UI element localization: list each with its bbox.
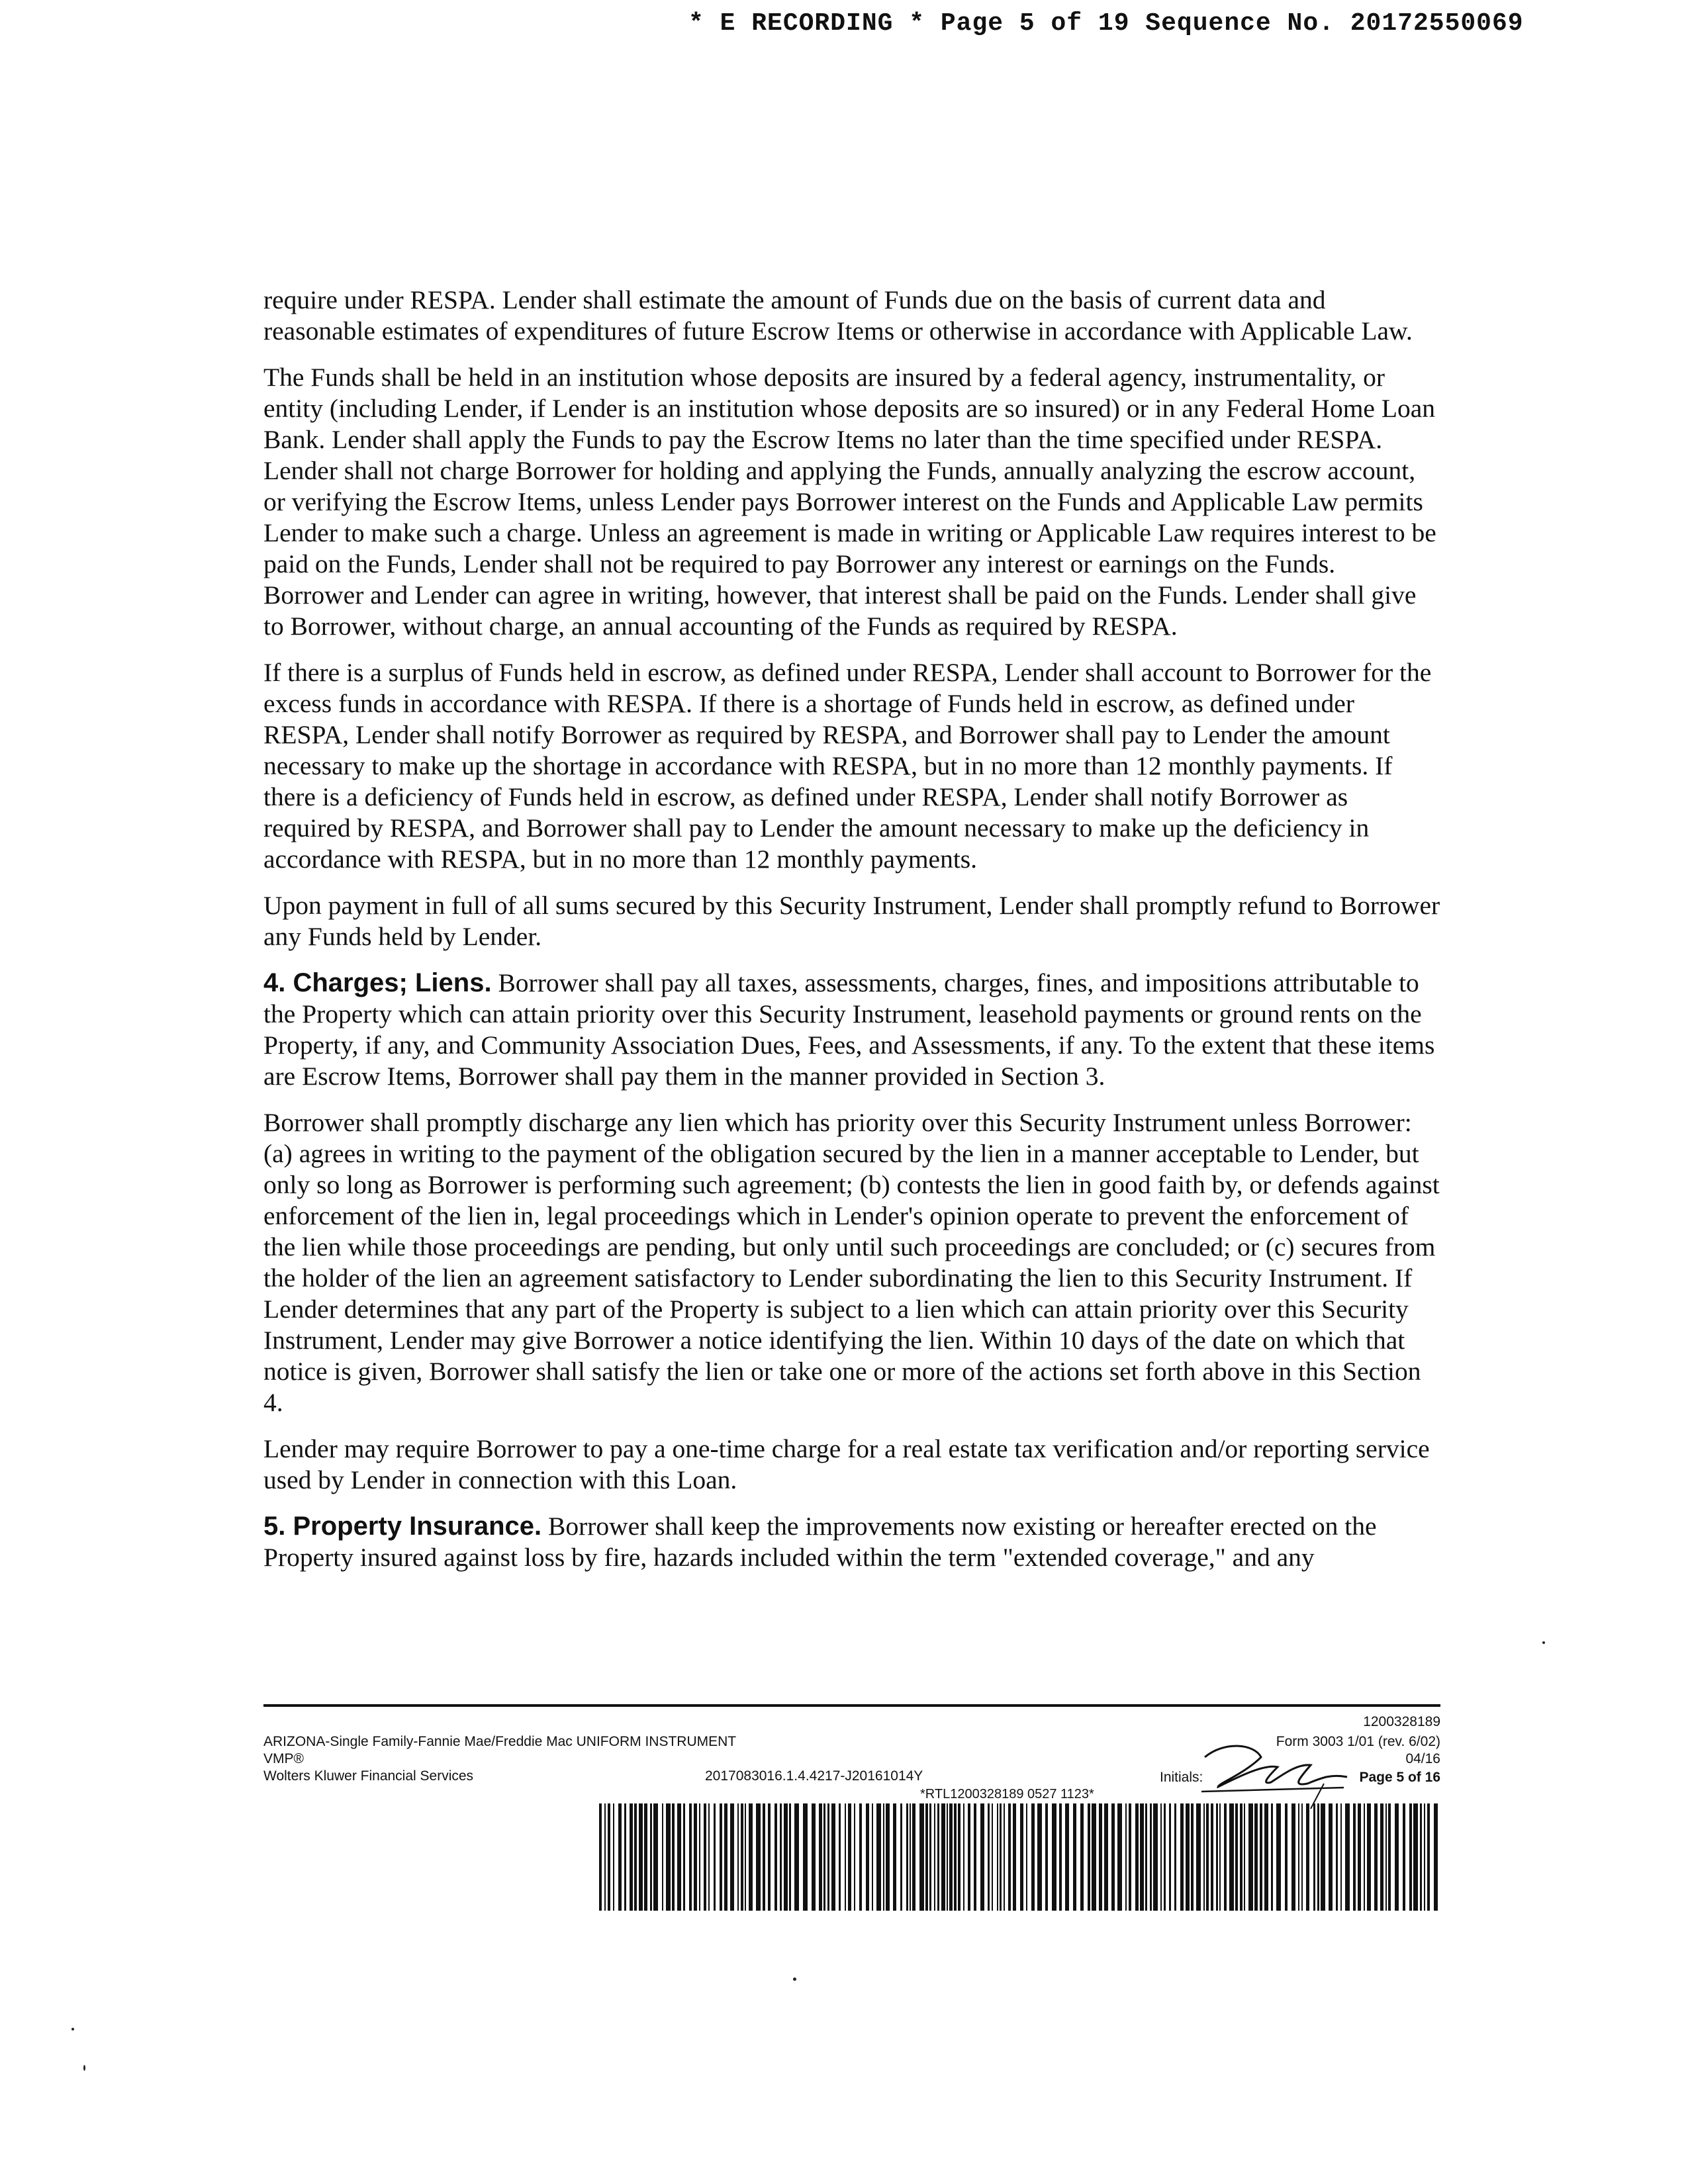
barcode-bar	[1374, 1803, 1378, 1911]
barcode-bar	[831, 1803, 835, 1911]
barcode-bar	[714, 1803, 716, 1911]
barcode-bar	[784, 1803, 788, 1911]
barcode-bar	[949, 1803, 953, 1911]
document-id: 2017083016.1.4.4217-J20161014Y	[705, 1768, 923, 1784]
section-text: Borrower shall keep the improvements now existing or hereafter erected on the Property insured against loss by fire, hazards included within the term "extended coverage," and any	[263, 1512, 1377, 1572]
barcode-bar	[1340, 1803, 1342, 1911]
barcode-bar	[925, 1803, 928, 1911]
barcode-bar	[1088, 1803, 1090, 1911]
document-body	[263, 285, 1440, 1588]
barcode-bar	[1013, 1803, 1016, 1911]
barcode-bar	[730, 1803, 734, 1911]
barcode-bar	[1240, 1803, 1243, 1911]
barcode-bar	[1135, 1803, 1139, 1911]
barcode-bar	[803, 1803, 808, 1911]
barcode-bar	[1111, 1803, 1115, 1911]
barcode-bar	[737, 1803, 739, 1911]
barcode-bar	[1169, 1803, 1171, 1911]
barcode-bar	[1203, 1803, 1205, 1911]
barcode-bar	[1008, 1803, 1011, 1911]
barcode-bar	[672, 1803, 675, 1911]
barcode-bar	[1211, 1803, 1213, 1911]
barcode-bar	[1298, 1803, 1299, 1911]
barcode-bar	[1395, 1803, 1399, 1911]
barcode-bar	[604, 1803, 606, 1911]
barcode-bar	[1254, 1803, 1258, 1911]
barcode-bar	[1129, 1803, 1131, 1911]
barcode-bar	[780, 1803, 782, 1911]
section-4	[263, 968, 1440, 1092]
barcode-bar	[1164, 1803, 1166, 1911]
barcode-bar	[749, 1803, 753, 1911]
barcode-bar	[1104, 1803, 1108, 1911]
paragraph: Upon payment in full of all sums secured by this Security Instrument, Lender shall promptly refund to Borrower any Funds held by Lender.	[263, 891, 1440, 951]
footer-divider	[263, 1704, 1440, 1707]
barcode-bar	[910, 1803, 911, 1911]
barcode-bar	[1037, 1803, 1042, 1911]
barcode-bar	[1388, 1803, 1391, 1911]
barcode-bar	[677, 1803, 681, 1911]
barcode-bar	[1229, 1803, 1234, 1911]
section-text: Borrower shall pay all taxes, assessments, charges, fines, and impositions attributable to the Property which can attain priority over this Security Instrument, leasehold payments or ground rents on the Property, if any, and Community Association Dues, Fees, and Assessments, if any. To the extent that these items are Escrow Items, Borrower shall pay them in the manner provided in Section 3.	[263, 968, 1435, 1091]
barcode-bar	[1153, 1803, 1158, 1911]
barcode-bar	[1306, 1803, 1309, 1911]
barcode-bar	[708, 1803, 710, 1911]
barcode-bar	[1125, 1803, 1127, 1911]
barcode-bar	[1313, 1803, 1315, 1911]
initials-label: Initials:	[1160, 1770, 1203, 1785]
barcode-bar	[1276, 1803, 1281, 1911]
barcode-bar	[644, 1803, 647, 1911]
barcode-bar	[1150, 1803, 1152, 1911]
barcode-bar	[1260, 1803, 1262, 1911]
barcode-bar	[1059, 1803, 1062, 1911]
barcode-bar	[958, 1803, 961, 1911]
loan-number: 1200328189	[1363, 1714, 1440, 1729]
scan-speck	[1542, 1641, 1545, 1644]
paragraph: Lender may require Borrower to pay a one-time charge for a real estate tax verification and/or reporting service used by Lender in connection with this Loan.	[263, 1434, 1430, 1494]
barcode-bar	[1186, 1803, 1190, 1911]
barcode-bar	[980, 1803, 984, 1911]
barcode-bar	[1409, 1803, 1412, 1911]
barcode-bar	[666, 1803, 671, 1911]
barcode-bar	[630, 1803, 633, 1911]
barcode-bar	[608, 1803, 610, 1911]
barcode-bar	[756, 1803, 761, 1911]
barcode-bar	[1403, 1803, 1405, 1911]
barcode-bar	[774, 1803, 777, 1911]
barcode-bar	[1052, 1803, 1056, 1911]
barcode-bar	[912, 1803, 915, 1911]
barcode-bar	[839, 1803, 841, 1911]
barcode-bar	[662, 1803, 663, 1911]
barcode-bar	[1216, 1803, 1218, 1911]
barcode-bar	[1196, 1803, 1201, 1911]
barcode-bar	[1099, 1803, 1102, 1911]
barcode-bar	[745, 1803, 746, 1911]
barcode-bar	[1031, 1803, 1035, 1911]
barcode-bar	[789, 1803, 791, 1911]
barcode-bar	[1235, 1803, 1238, 1911]
barcode-bar	[859, 1803, 862, 1911]
barcode-bar	[1317, 1803, 1319, 1911]
barcode-bar	[1026, 1803, 1027, 1911]
barcode-bar	[1301, 1803, 1303, 1911]
barcode-bar	[1291, 1803, 1295, 1911]
form-number: Form 3003 1/01 (rev. 6/02)	[1276, 1734, 1440, 1749]
barcode-bar	[997, 1803, 998, 1911]
barcode-bar	[1004, 1803, 1005, 1911]
barcode-bar	[929, 1803, 931, 1911]
section-5	[263, 1511, 1440, 1573]
barcode-bar	[845, 1803, 846, 1911]
barcode-bar	[1353, 1803, 1356, 1911]
barcode-bar	[1424, 1803, 1425, 1911]
barcode-bar	[1413, 1803, 1418, 1911]
section-heading: 4. Charges; Liens.	[263, 968, 492, 997]
barcode-bar	[599, 1803, 602, 1911]
barcode-bar	[1434, 1803, 1438, 1911]
barcode-bar	[974, 1803, 976, 1911]
barcode-bar	[992, 1803, 993, 1911]
barcode-bar	[1174, 1803, 1176, 1911]
barcode-bar	[689, 1803, 692, 1911]
scan-speck	[71, 2028, 74, 2030]
barcode-bar	[988, 1803, 990, 1911]
barcode	[599, 1803, 1440, 1911]
barcode-bar	[1117, 1803, 1122, 1911]
barcode-bar	[694, 1803, 697, 1911]
barcode-bar	[812, 1803, 816, 1911]
barcode-bar	[1271, 1803, 1273, 1911]
scan-speck	[83, 2065, 85, 2071]
barcode-bar	[794, 1803, 799, 1911]
barcode-bar	[1329, 1803, 1333, 1911]
paragraph: The Funds shall be held in an institution whose deposits are insured by a federal agency, instrumentality, or entity (including Lender, if Lender is an institution whose deposits are so insured) or in any Federal Home Loan Bank. Lender shall apply the Funds to pay the Escrow Items no later than the time specified under RESPA. Lender shall not charge Borrower for holding and applying the Funds, annually analyzing the escrow account, or verifying the Escrow Items, unless Lender pays Borrower interest on the Funds and Applicable Law permits Lender to make such a charge. Unless an agreement is made in writing or Applicable Law requires interest to be paid on the Funds, Lender shall not be required to pay Borrower any interest or earnings on the Funds. Borrower and Lender can agree in writing, however, that interest shall be paid on the Funds. Lender shall give to Borrower, without charge, an annual accounting of the Funds as required by RESPA.	[263, 363, 1436, 641]
barcode-bar	[724, 1803, 727, 1911]
vmp-mark: VMP®	[263, 1751, 304, 1766]
barcode-bar	[919, 1803, 924, 1911]
barcode-bar	[1364, 1803, 1365, 1911]
barcode-bar	[900, 1803, 902, 1911]
barcode-bar	[699, 1803, 700, 1911]
barcode-bar	[1020, 1803, 1023, 1911]
barcode-bar	[934, 1803, 935, 1911]
barcode-bar	[1080, 1803, 1084, 1911]
paragraph: If there is a surplus of Funds held in escrow, as defined under RESPA, Lender shall account to Borrower for the excess funds in accordance with RESPA. If there is a shortage of Funds held in escrow, as defined under RESPA, Lender shall notify Borrower as required by RESPA, and Borrower shall pay to Lender the amount necessary to make up the shortage in accordance with RESPA, but in no more than 12 monthly payments. If there is a deficiency of Funds held in escrow, as defined under RESPA, Lender shall notify Borrower as required by RESPA, and Borrower shall pay to Lender the amount necessary to make up the deficiency in accordance with RESPA, but in no more than 12 monthly payments.	[263, 658, 1432, 874]
barcode-bar	[1140, 1803, 1144, 1911]
barcode-bar	[968, 1803, 970, 1911]
barcode-bar	[624, 1803, 626, 1911]
scan-speck	[793, 1978, 796, 1981]
barcode-bar	[1367, 1803, 1371, 1911]
barcode-bar	[876, 1803, 881, 1911]
barcode-bar	[1345, 1803, 1350, 1911]
barcode-bar	[650, 1803, 652, 1911]
barcode-bar	[704, 1803, 706, 1911]
barcode-bar	[823, 1803, 825, 1911]
page-number: Page 5 of 16	[1359, 1770, 1440, 1785]
barcode-bar	[1160, 1803, 1162, 1911]
barcode-bar	[848, 1803, 851, 1911]
paragraph: require under RESPA. Lender shall estimate the amount of Funds due on the basis of current data and reasonable estimates of expenditures of future Escrow Items or otherwise in accordance with Applicable Law.	[263, 285, 1413, 345]
barcode-bar	[683, 1803, 685, 1911]
barcode-bar	[634, 1803, 637, 1911]
barcode-bar	[1000, 1803, 1002, 1911]
barcode-bar	[872, 1803, 873, 1911]
barcode-bar	[639, 1803, 643, 1911]
barcode-bar	[819, 1803, 822, 1911]
barcode-bar	[1420, 1803, 1422, 1911]
barcode-bar	[1180, 1803, 1184, 1911]
form-date: 04/16	[1405, 1751, 1440, 1766]
barcode-bar	[1336, 1803, 1338, 1911]
barcode-bar	[1224, 1803, 1227, 1911]
barcode-bar	[1427, 1803, 1430, 1911]
publisher: Wolters Kluwer Financial Services	[263, 1768, 474, 1784]
barcode-bar	[763, 1803, 765, 1911]
barcode-bar	[1065, 1803, 1069, 1911]
barcode-bar	[1092, 1803, 1096, 1911]
barcode-bar	[893, 1803, 896, 1911]
barcode-bar	[827, 1803, 829, 1911]
barcode-bar	[1045, 1803, 1048, 1911]
barcode-bar	[954, 1803, 957, 1911]
barcode-bar	[883, 1803, 884, 1911]
barcode-bar	[1244, 1803, 1245, 1911]
barcode-bar	[963, 1803, 964, 1911]
barcode-bar	[941, 1803, 945, 1911]
barcode-bar	[653, 1803, 658, 1911]
barcode-bar	[866, 1803, 869, 1911]
barcode-bar	[1358, 1803, 1361, 1911]
section-heading: 5. Property Insurance.	[263, 1512, 542, 1541]
barcode-bar	[937, 1803, 939, 1911]
barcode-bar	[1191, 1803, 1194, 1911]
barcode-bar	[768, 1803, 771, 1911]
barcode-bar	[720, 1803, 722, 1911]
barcode-bar	[1385, 1803, 1387, 1911]
barcode-bar	[1248, 1803, 1253, 1911]
barcode-bar	[1219, 1803, 1221, 1911]
paragraph: Borrower shall promptly discharge any lien which has priority over this Security Instrument unless Borrower: (a) agrees in writing to the payment of the obligation secured by the lien in a manner acceptable to Lender, but only so long as Borrower is performing such agreement; (b) contests the lien in good faith by, or defends against enforcement of the lien in, legal proceedings which in Lender's opinion operate to prevent the enforcement of the lien while those proceedings are pending, but only until such proceedings are concluded; or (c) secures from the holder of the lien an agreement satisfactory to Lender subordinating the lien to this Security Instrument. If Lender determines that any part of the Property is subject to a lien which can attain priority over this Security Instrument, Lender may give Borrower a notice identifying the lien. Within 10 days of the date on which that notice is given, Borrower shall satisfy the lien or take one or more of the actions set forth above in this Section 4.	[263, 1108, 1440, 1417]
barcode-bar	[906, 1803, 908, 1911]
barcode-bar	[886, 1803, 890, 1911]
barcode-bar	[1206, 1803, 1209, 1911]
instrument-title: ARIZONA-Single Family-Fannie Mae/Freddie Mac UNIFORM INSTRUMENT	[263, 1734, 737, 1749]
barcode-text: *RTL1200328189 0527 1123*	[920, 1787, 1094, 1801]
barcode-bar	[947, 1803, 948, 1911]
barcode-bar	[1321, 1803, 1325, 1911]
recording-stamp: * E RECORDING * Page 5 of 19 Sequence No. 20172550069	[688, 9, 1524, 38]
barcode-bar	[1380, 1803, 1383, 1911]
barcode-bar	[741, 1803, 743, 1911]
barcode-bar	[1073, 1803, 1076, 1911]
barcode-bar	[1285, 1803, 1288, 1911]
barcode-bar	[613, 1803, 614, 1911]
barcode-bar	[1264, 1803, 1268, 1911]
barcode-bar	[1145, 1803, 1147, 1911]
barcode-bar	[854, 1803, 855, 1911]
barcode-bar	[618, 1803, 622, 1911]
initials-signature	[1198, 1737, 1350, 1810]
